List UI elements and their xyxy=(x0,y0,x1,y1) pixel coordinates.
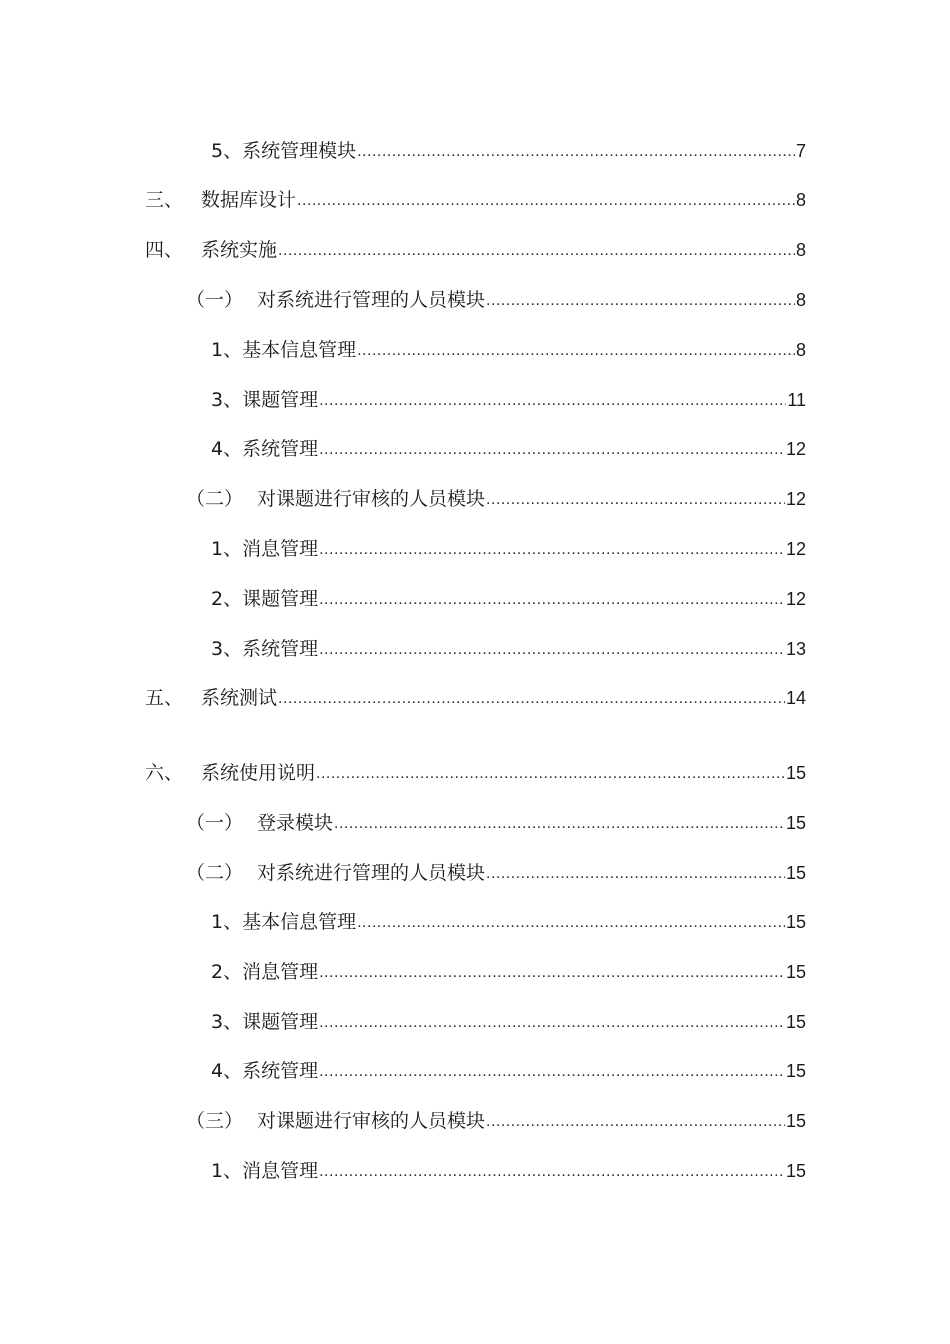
dot-leader xyxy=(357,336,795,366)
toc-entry-number: 3、 xyxy=(211,1011,243,1033)
toc-entry-number: （一） xyxy=(186,812,244,834)
toc-entry-title: 对课题进行审核的人员模块 xyxy=(257,1110,486,1132)
toc-entry-message-management[interactable] xyxy=(211,1156,806,1186)
toc-entry-page: 12 xyxy=(785,439,806,459)
toc-entry-message-management[interactable] xyxy=(211,534,806,564)
toc-entry-title: 系统管理 xyxy=(242,638,319,660)
toc-entry-system-testing[interactable] xyxy=(145,683,806,713)
dot-leader xyxy=(319,1057,785,1087)
toc-entry-number: 六、 xyxy=(145,762,184,784)
toc-entry-number: 1、 xyxy=(211,538,243,560)
toc-entry-title: 系统使用说明 xyxy=(201,762,316,784)
dot-leader xyxy=(319,585,785,615)
toc-entry-user-guide[interactable] xyxy=(145,758,806,788)
toc-entry-page: 15 xyxy=(785,912,806,932)
toc-entry-number: （一） xyxy=(186,289,244,311)
dot-leader xyxy=(319,1157,785,1187)
toc-entry-title: 系统测试 xyxy=(201,687,278,709)
toc-entry-system-management[interactable] xyxy=(211,434,806,464)
toc-entry-page: 13 xyxy=(785,639,806,659)
toc-entry-title: 对课题进行审核的人员模块 xyxy=(257,488,486,510)
toc-entry-title: 系统管理模块 xyxy=(242,140,357,162)
dot-leader xyxy=(319,535,785,565)
dot-leader xyxy=(486,859,785,889)
toc-entry-basic-info-management[interactable] xyxy=(211,335,806,365)
toc-entry-title: 课题管理 xyxy=(242,1011,319,1033)
dot-leader xyxy=(319,958,785,988)
toc-entry-system-management[interactable] xyxy=(211,1056,806,1086)
toc-entry-database-design[interactable] xyxy=(145,185,806,215)
toc-entry-page: 8 xyxy=(795,340,806,360)
toc-entry-page: 12 xyxy=(785,489,806,509)
toc-entry-page: 15 xyxy=(785,863,806,883)
toc-entry-system-management[interactable] xyxy=(211,634,806,664)
toc-entry-number: 三、 xyxy=(145,189,184,211)
dot-leader xyxy=(278,684,785,714)
toc-entry-reviewer-module[interactable] xyxy=(186,1106,806,1136)
toc-entry-topic-management[interactable] xyxy=(211,385,806,415)
toc-entry-number: 1、 xyxy=(211,911,243,933)
toc-entry-number: 五、 xyxy=(145,687,184,709)
toc-entry-title: 系统实施 xyxy=(201,239,278,261)
toc-entry-page: 15 xyxy=(785,1111,806,1131)
dot-leader xyxy=(319,1008,785,1038)
toc-entry-title: 消息管理 xyxy=(242,961,319,983)
toc-entry-title: 系统管理 xyxy=(242,1060,319,1082)
toc-entry-number: 3、 xyxy=(211,638,243,660)
dot-leader xyxy=(486,286,795,316)
dot-leader xyxy=(334,809,785,839)
toc-entry-page: 14 xyxy=(785,688,806,708)
toc-entry-title: 系统管理 xyxy=(242,438,319,460)
dot-leader xyxy=(486,485,785,515)
toc-entry-system-implementation[interactable] xyxy=(145,235,806,265)
toc-entry-admin-module[interactable] xyxy=(186,285,806,315)
toc-entry-page: 8 xyxy=(795,290,806,310)
dot-leader xyxy=(297,186,795,216)
toc-entry-number: 1、 xyxy=(211,1160,243,1182)
toc-entry-page: 12 xyxy=(785,589,806,609)
dot-leader xyxy=(357,137,795,167)
toc-entry-number: （三） xyxy=(186,1110,244,1132)
toc-entry-page: 15 xyxy=(785,763,806,783)
toc-entry-number: 1、 xyxy=(211,339,243,361)
toc-entry-title: 消息管理 xyxy=(242,1160,319,1182)
toc-entry-reviewer-module[interactable] xyxy=(186,484,806,514)
toc-entry-basic-info-management[interactable] xyxy=(211,907,806,937)
dot-leader xyxy=(319,435,785,465)
dot-leader xyxy=(357,908,785,938)
dot-leader xyxy=(278,236,795,266)
toc-entry-page: 8 xyxy=(795,240,806,260)
toc-entry-system-management-module[interactable] xyxy=(211,136,806,166)
toc-entry-number: （二） xyxy=(186,862,244,884)
toc-entry-page: 15 xyxy=(785,1161,806,1181)
toc-entry-title: 对系统进行管理的人员模块 xyxy=(257,862,486,884)
toc-entry-page: 15 xyxy=(785,1012,806,1032)
toc-entry-number: 2、 xyxy=(211,588,243,610)
toc-entry-number: 四、 xyxy=(145,239,184,261)
toc-entry-page: 12 xyxy=(785,539,806,559)
toc-entry-title: 数据库设计 xyxy=(201,189,297,211)
dot-leader xyxy=(486,1107,785,1137)
toc-entry-title: 课题管理 xyxy=(242,588,319,610)
toc-entry-number: 3、 xyxy=(211,389,243,411)
toc-entry-number: 2、 xyxy=(211,961,243,983)
toc-entry-number: 5、 xyxy=(211,140,243,162)
toc-entry-number: （二） xyxy=(186,488,244,510)
toc-entry-page: 11 xyxy=(787,390,806,410)
dot-leader xyxy=(319,635,785,665)
dot-leader xyxy=(319,386,786,416)
toc-entry-title: 对系统进行管理的人员模块 xyxy=(257,289,486,311)
dot-leader xyxy=(316,759,785,789)
toc-entry-title: 消息管理 xyxy=(242,538,319,560)
toc-entry-message-management[interactable] xyxy=(211,957,806,987)
toc-entry-number: 4、 xyxy=(211,1060,243,1082)
toc-entry-login-module[interactable] xyxy=(186,808,806,838)
toc-entry-topic-management[interactable] xyxy=(211,1007,806,1037)
toc-entry-page: 8 xyxy=(795,190,806,210)
toc-entry-page: 7 xyxy=(795,141,806,161)
toc-entry-title: 基本信息管理 xyxy=(242,339,357,361)
toc-entry-number: 4、 xyxy=(211,438,243,460)
toc-entry-topic-management[interactable] xyxy=(211,584,806,614)
toc-entry-page: 15 xyxy=(785,962,806,982)
toc-entry-title: 基本信息管理 xyxy=(242,911,357,933)
toc-entry-page: 15 xyxy=(785,1061,806,1081)
toc-entry-page: 15 xyxy=(785,813,806,833)
toc-entry-admin-module[interactable] xyxy=(186,858,806,888)
toc-entry-title: 课题管理 xyxy=(242,389,319,411)
toc-entry-title: 登录模块 xyxy=(257,812,334,834)
